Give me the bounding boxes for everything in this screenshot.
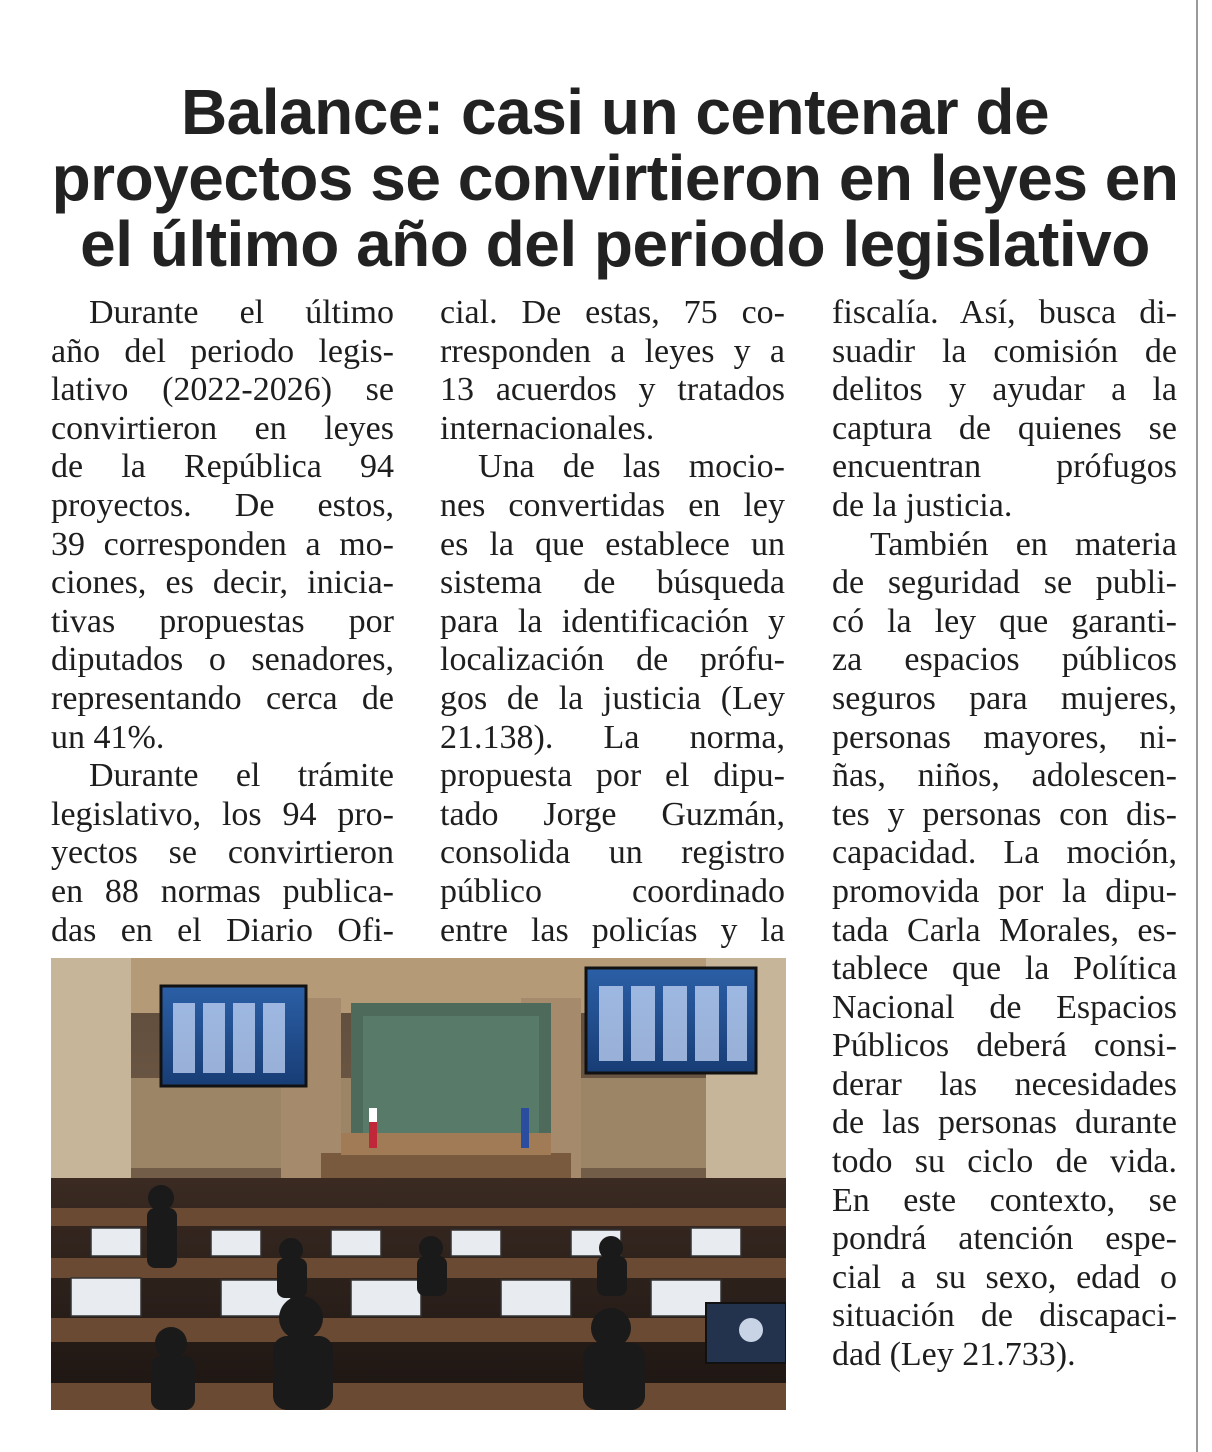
text-line: ñas, niños, adolescen- — [832, 757, 1177, 795]
text-line: Públicos deberá consi- — [832, 1027, 1177, 1065]
text-line: Durante el último — [89, 294, 394, 331]
article-column-2 — [440, 294, 785, 950]
text-line: cial. De estas, 75 co- — [440, 294, 785, 331]
paragraph — [832, 526, 1177, 1375]
text-line: En este contexto, se — [832, 1181, 1177, 1219]
headline-line: Balance: casi un centenar de — [180, 75, 1050, 148]
text-line: delitos y ayudar a la — [832, 371, 1177, 409]
text-line: convirtieron en leyes — [51, 409, 394, 447]
text-line: situación de discapaci- — [832, 1297, 1177, 1335]
text-line: personas mayores, ni- — [832, 718, 1177, 756]
headline-line: proyectos se convirtieron en leyes en — [51, 141, 1179, 214]
text-line: tivas propuestas por — [51, 602, 394, 640]
paragraph — [440, 448, 785, 950]
text-line: Durante el trámite — [89, 757, 394, 795]
text-line: za espacios públicos — [832, 641, 1177, 679]
paragraph — [51, 294, 394, 757]
text-line: rresponden a leyes y a — [440, 332, 785, 370]
text-line: de las personas durante — [832, 1104, 1177, 1142]
text-line: tada Carla Morales, es- — [832, 911, 1177, 949]
chamber-session-photo — [51, 958, 786, 1410]
text-line: 21.138). La norma, — [440, 718, 785, 756]
text-line: de la República 94 — [51, 448, 394, 486]
text-line: tado Jorge Guzmán, — [440, 795, 785, 833]
paragraph — [440, 294, 785, 448]
text-line: consolida un registro — [440, 834, 785, 872]
article-column-3 — [832, 294, 1177, 1375]
column-rule — [1196, 0, 1198, 1452]
text-line: capacidad. La moción, — [832, 834, 1177, 872]
text-line: legislativo, los 94 pro- — [51, 795, 394, 833]
text-line: tes y personas con dis- — [832, 795, 1177, 833]
headline-line: el último año del periodo legislativo — [80, 207, 1150, 280]
text-line: público coordinado — [440, 872, 785, 910]
text-line: propuesta por el dipu- — [440, 757, 785, 795]
text-line: cial a su sexo, edad o — [832, 1258, 1177, 1296]
text-line: de la justicia. — [832, 486, 1013, 524]
text-line: seguros para mujeres, — [832, 679, 1177, 717]
text-line: diputados o senadores, — [51, 641, 394, 679]
text-line: encuentran prófugos — [832, 448, 1177, 486]
text-line: das en el Diario Ofi- — [51, 911, 394, 949]
text-line: de seguridad se publi- — [832, 564, 1177, 602]
text-line: entre las policías y la — [440, 911, 785, 949]
text-line: internacionales. — [440, 409, 655, 447]
text-line: pondrá atención espe- — [832, 1220, 1177, 1258]
text-line: todo su ciclo de vida. — [832, 1143, 1177, 1181]
text-line: fiscalía. Así, busca di- — [832, 294, 1177, 331]
text-line: nes convertidas en ley — [440, 486, 785, 524]
text-line: representando cerca de — [51, 679, 394, 717]
headline — [40, 75, 1190, 280]
text-line: para la identificación y — [440, 602, 785, 640]
text-line: 39 corresponden a mo- — [51, 525, 394, 563]
text-line: Nacional de Espacios — [832, 988, 1177, 1026]
text-line: en 88 normas publica- — [51, 872, 394, 910]
text-line: promovida por la dipu- — [832, 872, 1177, 910]
text-line: localización de prófu- — [440, 641, 785, 679]
paragraph — [51, 757, 394, 950]
text-line: gos de la justicia (Ley — [440, 679, 785, 717]
paragraph — [832, 294, 1177, 526]
text-line: 13 acuerdos y tratados — [440, 371, 785, 409]
text-line: tablece que la Política — [832, 950, 1177, 988]
text-line: año del periodo legis- — [51, 332, 394, 370]
text-line: proyectos. De estos, — [51, 486, 394, 524]
text-line: un 41%. — [51, 718, 165, 756]
text-line: có la ley que garanti- — [832, 602, 1177, 640]
text-line: derar las necesidades — [832, 1065, 1177, 1103]
text-line: yectos se convirtieron — [51, 834, 394, 872]
text-line: sistema de búsqueda — [440, 564, 785, 602]
text-line: es la que establece un — [440, 525, 785, 563]
text-line: Una de las mocio- — [478, 448, 785, 486]
text-line: También en materia — [870, 525, 1177, 563]
text-line: suadir la comisión de — [832, 332, 1177, 370]
text-line: dad (Ley 21.733). — [832, 1336, 1076, 1374]
text-line: captura de quienes se — [832, 409, 1177, 447]
article-column-1 — [51, 294, 394, 950]
text-line: lativo (2022-2026) se — [51, 371, 394, 409]
text-line: ciones, es decir, inicia- — [51, 564, 394, 602]
